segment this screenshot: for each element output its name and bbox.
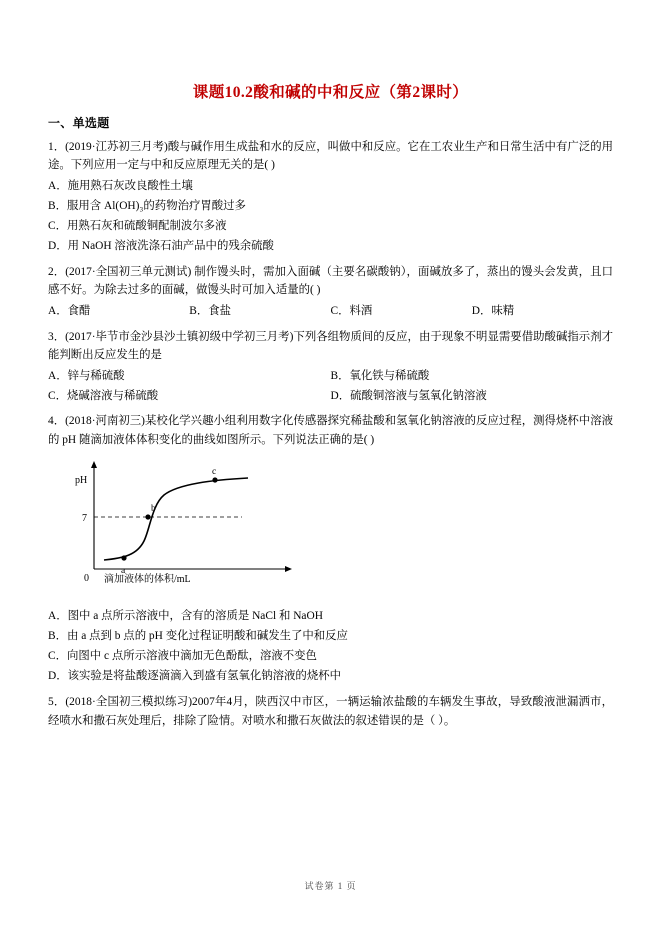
option-b[interactable]: B．食盐 [189, 304, 232, 317]
question-options [48, 367, 613, 407]
option-a[interactable]: A．施用熟石灰改良酸性土壤 [48, 179, 193, 192]
question-stem: 5．(2018·全国初三模拟练习)2007年4月，陕西汉中市区，一辆运输浓盐酸的车辆发生事故，导致酸液泄漏洒市，经喷水和撒石灰处理后，排除了险情。对喷水和撒石灰做法的叙述错误的是（ ）。 [48, 696, 613, 727]
option-c[interactable]: C．料酒 [330, 304, 373, 317]
question-stem: 2．(2017·全国初三单元测试) 制作馒头时，需加入面碱（主要名碳酸钠），面碱放多了，蒸出的馒头会发黄，且口感不好。为除去过多的面碱，做馒头时可加入适量的( ) [48, 265, 613, 297]
svg-text:pH: pH [75, 475, 88, 487]
option-d[interactable]: D．硫酸铜溶液与氢氧化钠溶液 [330, 389, 487, 402]
option-b[interactable]: B．氧化铁与稀硫酸 [330, 369, 430, 382]
question-stem: 4．(2018·河南初三)某校化学兴趣小组利用数字化传感器探究稀盐酸和氢氧化钠溶液的反应过程，测得烧杯中溶液的 pH 随滴加液体体积变化的曲线如图所示。下列说法正确的是( ) [48, 415, 613, 446]
question-options [48, 607, 613, 687]
page-footer: 试卷第 1 页 [304, 881, 357, 891]
svg-text:滴加液体的体积/mL: 滴加液体的体积/mL [104, 574, 191, 586]
option-b[interactable]: B．由 a 点到 b 点的 pH 变化过程证明酸和碱发生了中和反应 [48, 630, 348, 643]
option-a[interactable]: A．锌与稀硫酸 [48, 369, 125, 382]
option-c[interactable]: C．用熟石灰和硫酸铜配制波尔多液 [48, 219, 227, 232]
option-c[interactable]: C．向图中 c 点所示溶液中滴加无色酚酞，溶液不变色 [48, 650, 317, 663]
question-options [48, 177, 613, 257]
section-heading: 一、单选题 [48, 116, 110, 130]
question-options [48, 302, 613, 322]
question-stem: 3．(2017·毕节市金沙县沙土镇初级中学初三月考)下列各组物质间的反应，由于现象不明显需要借助酸碱指示剂才能判断出反应发生的是 [48, 330, 613, 362]
option-a[interactable]: A．图中 a 点所示溶液中，含有的溶质是 NaCl 和 NaOH [48, 610, 323, 623]
svg-text:0: 0 [84, 573, 89, 585]
svg-text:a: a [121, 566, 126, 577]
option-b[interactable]: B．服用含 Al(OH)₃的药物治疗胃酸过多 [48, 199, 246, 212]
option-a[interactable]: A．食醋 [48, 304, 91, 317]
option-c[interactable]: C．烧碱溶液与稀硫酸 [48, 389, 159, 402]
option-d[interactable]: D．味精 [471, 304, 515, 317]
question-stem: 1．(2019·江苏初三月考)酸与碱作用生成盐和水的反应，叫做中和反应。它在工农业生产和日常生活中有广泛的用途。下列应用一定与中和反应原理无关的是( ) [48, 141, 613, 172]
svg-text:b: b [151, 504, 156, 515]
svg-text:c: c [212, 467, 217, 478]
option-d[interactable]: D．该实验是将盐酸逐滴滴入到盛有氢氧化钠溶液的烧杯中 [48, 670, 341, 683]
ph-curve-figure [52, 457, 613, 597]
option-d[interactable]: D．用 NaOH 溶液洗涤石油产品中的残余硫酸 [48, 239, 274, 252]
page-title: 课题10.2酸和碱的中和反应（第2课时） [192, 84, 469, 101]
svg-text:7: 7 [82, 513, 87, 525]
